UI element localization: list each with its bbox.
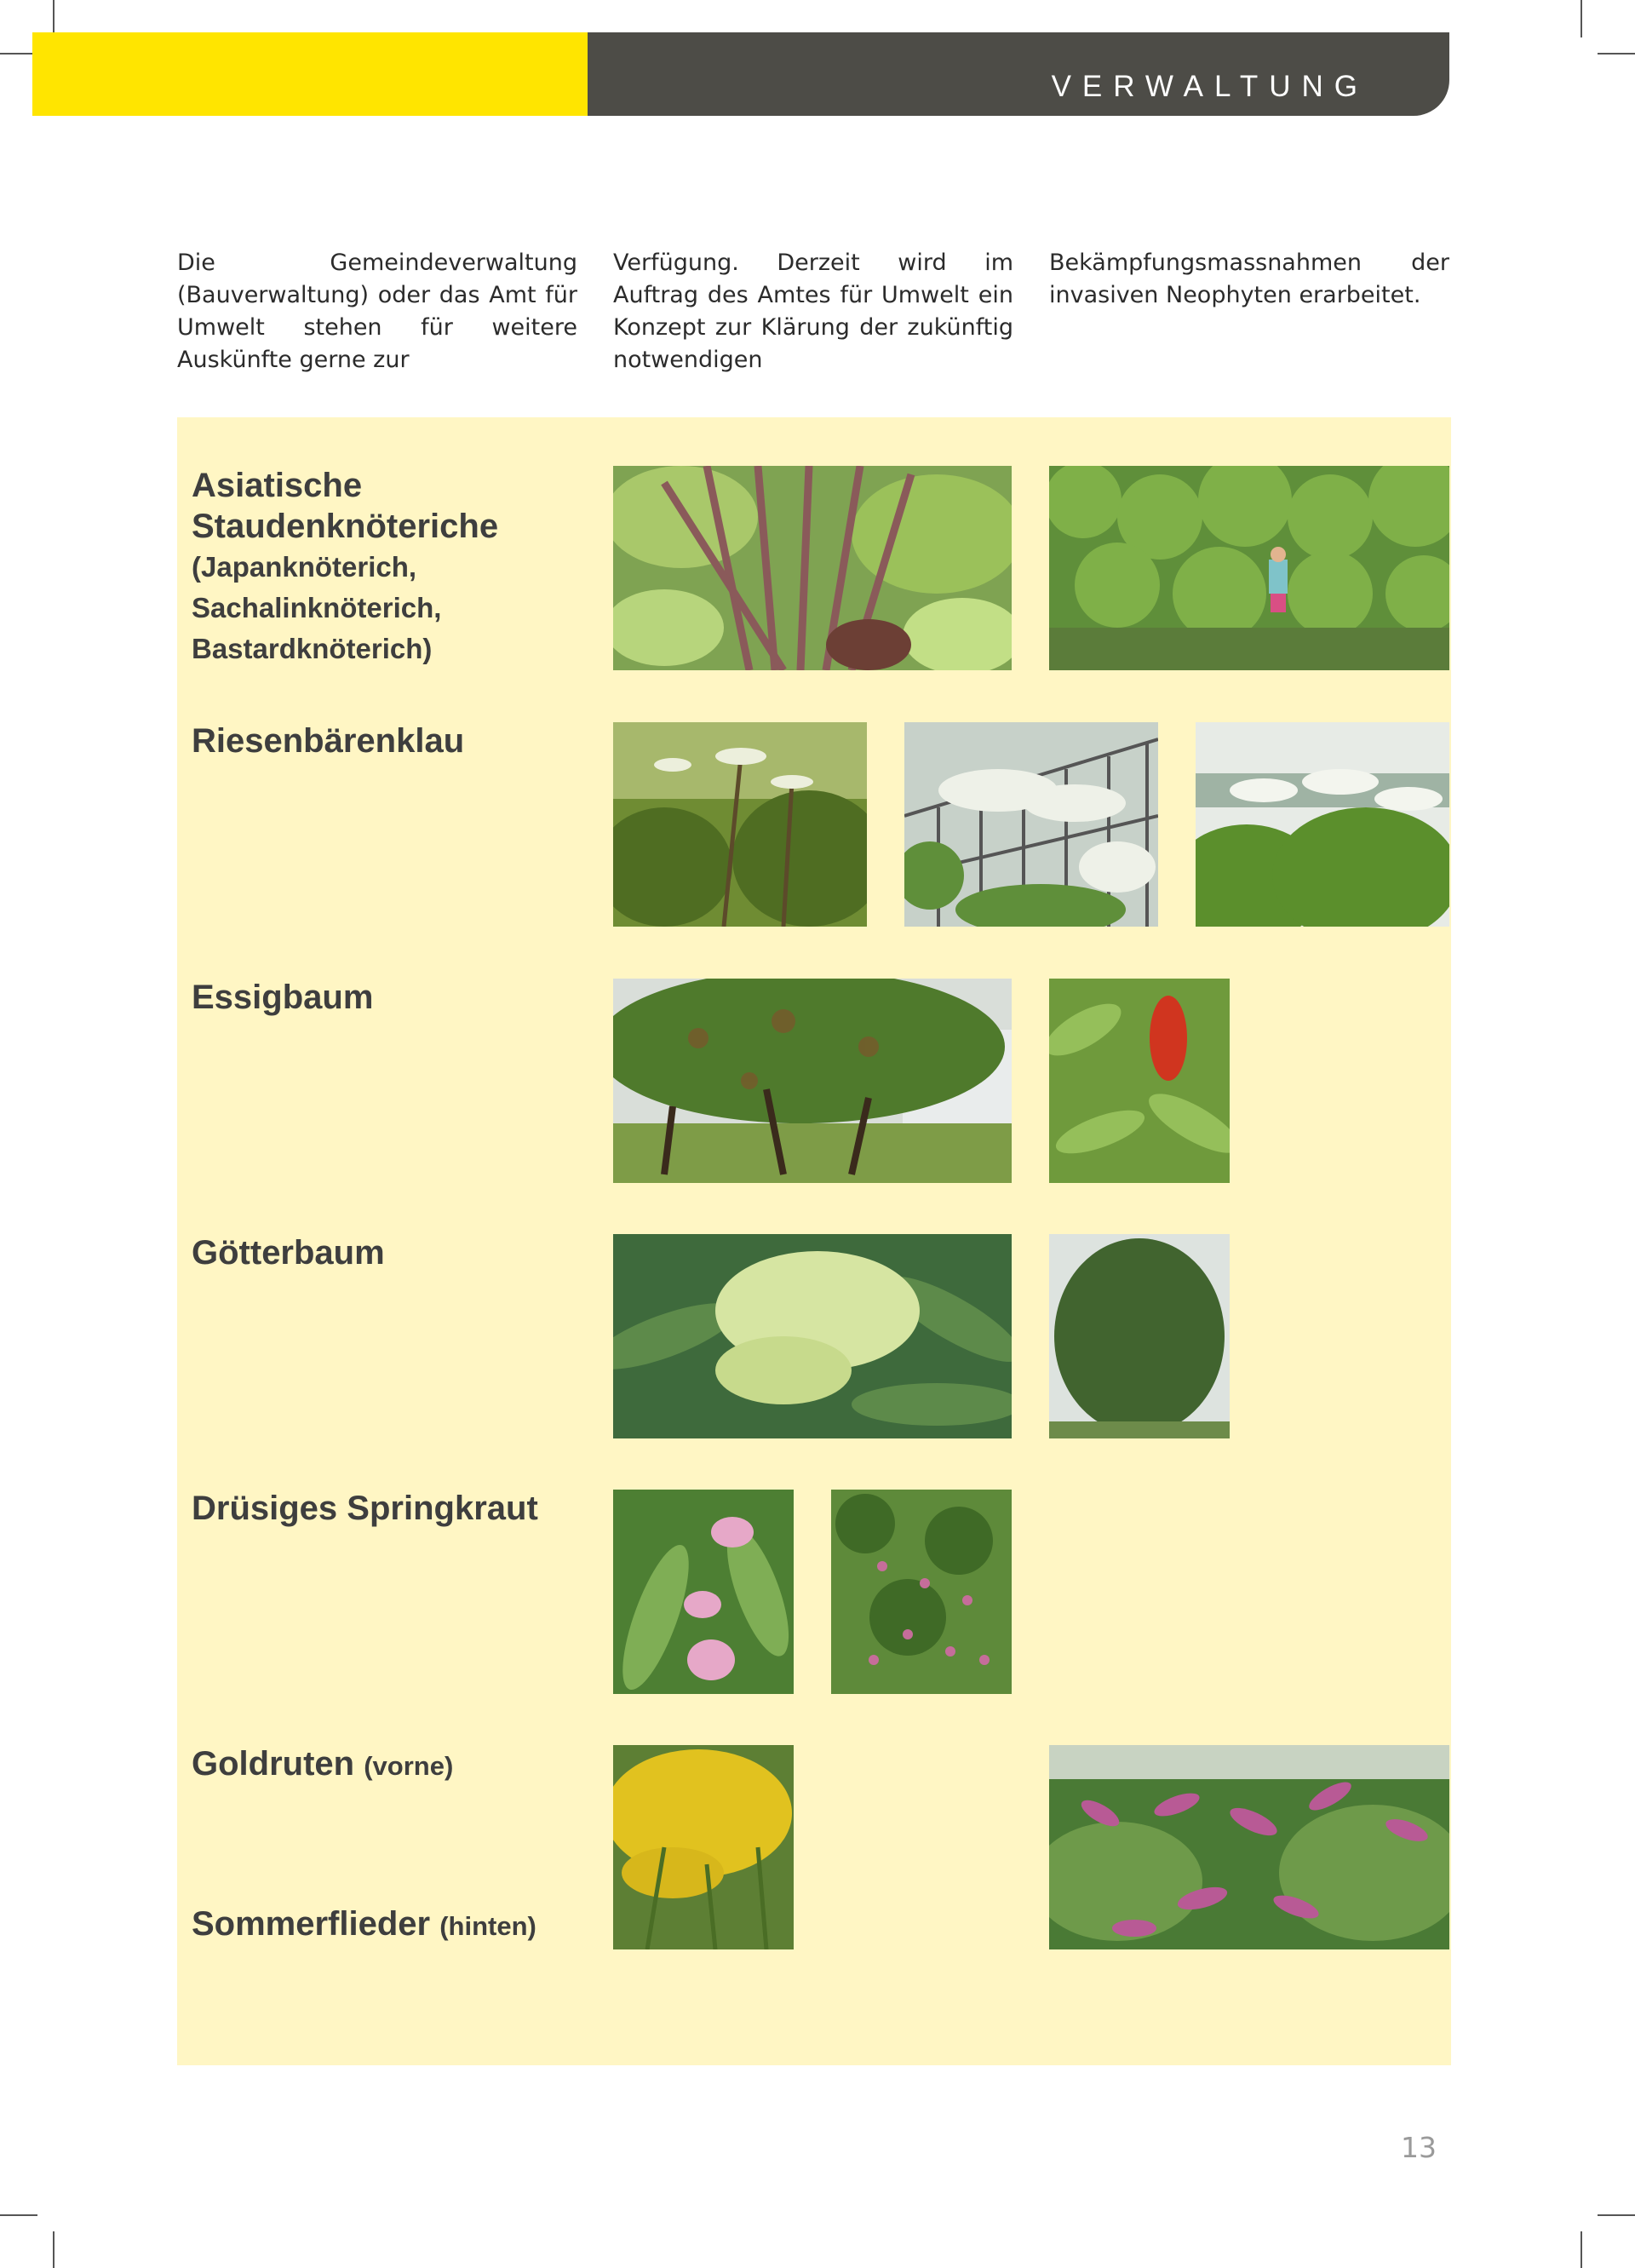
photo-baerenklau-3 [1196,722,1449,927]
photo-goldruten [613,1745,794,1949]
plant-note: (vorne) [364,1751,454,1781]
plant-title-staudenknoeteriche [192,465,498,669]
crop-mark [1598,53,1635,55]
intro-text: Verfügung. Derzeit wird im Auftrag des Amtes für Umwelt ein Konzept zur Klärung der zukünftig notwendigen [613,250,1013,373]
photo-knoeterich-stand [1049,466,1449,670]
plant-name: Riesenbärenklau [192,722,465,760]
section-title: VERWALTUNG [1051,70,1368,103]
plant-title-springkraut [192,1488,538,1529]
plant-name: Asiatische [192,467,363,504]
photo-goetterbaum-seeds [613,1234,1012,1438]
crop-mark [1580,2231,1582,2268]
plant-title-essigbaum [192,977,373,1018]
intro-text: Bekämpfungsmassnahmen der invasiven Neophyten erarbeitet. [1049,250,1449,308]
page-number: 13 [1401,2131,1437,2164]
photo-sommerflieder [1049,1745,1449,1949]
plant-subtitle: Sachalinknöterich, [192,592,442,623]
plant-name: Drüsiges Springkraut [192,1490,538,1527]
header-accent-bar [32,32,588,116]
crop-mark [53,2231,54,2268]
photo-baerenklau-2 [904,722,1158,927]
photo-springkraut-stand [831,1490,1012,1694]
plant-name: Essigbaum [192,979,374,1016]
photo-springkraut-flower [613,1490,794,1694]
crop-mark [1598,2214,1635,2216]
intro-column-2 [613,247,1013,376]
plant-subtitle: Bastardknöterich) [192,633,433,664]
photo-essigbaum-tree [613,979,1012,1183]
plant-title-riesenbaerenklau [192,721,464,761]
plant-title-goldruten [192,1743,453,1787]
intro-text: Die Gemeindeverwaltung (Bauverwaltung) oder das Amt für Umwelt stehen für weitere Auskünfte gerne zur [177,250,577,373]
plant-name: Goldruten [192,1745,355,1783]
plant-name: Staudenknöteriche [192,508,499,545]
photo-goetterbaum-tree [1049,1234,1230,1438]
plant-name: Sommerflieder [192,1905,431,1943]
intro-column-3 [1049,247,1449,312]
plant-subtitle: (Japanknöterich, [192,551,417,583]
plant-note: (hinten) [439,1911,536,1941]
photo-baerenklau-1 [613,722,867,927]
plant-title-goetterbaum [192,1232,385,1273]
crop-mark [0,2214,37,2216]
intro-column-1 [177,247,577,376]
photo-essigbaum-fruit [1049,979,1230,1183]
crop-mark [1580,0,1582,37]
photo-knoeterich-stems [613,466,1012,670]
plant-title-sommerflieder [192,1903,536,1947]
header-bar [588,32,1449,116]
plant-name: Götterbaum [192,1234,385,1272]
